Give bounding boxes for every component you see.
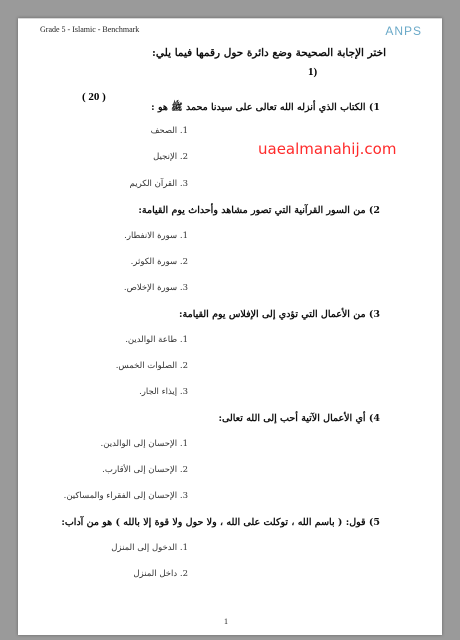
question-2-option-3[interactable]: 3. سورة الإخلاص.: [123, 283, 188, 293]
question-3-option-3[interactable]: 3. إيذاء الجار.: [139, 387, 188, 397]
document-page: [18, 18, 442, 635]
question-4-option-1[interactable]: 1. الإحسان إلى الوالدين.: [100, 439, 188, 449]
header-course-title: Grade 5 - Islamic - Benchmark: [40, 25, 140, 34]
question-5-option-2[interactable]: 2. داخل المنزل: [133, 569, 188, 579]
question-4-text: 4) أي الأعمال الآتية أحب إلى الله تعالى:: [218, 413, 380, 424]
page-number: 1: [224, 617, 228, 626]
question-3-text: 3) من الأعمال التي تؤدي إلى الإفلاس يوم القيامة:: [179, 309, 380, 320]
question-2-option-1[interactable]: 1. سورة الانفطار.: [124, 231, 188, 241]
question-1-text: 1) الكتاب الذي أنزله الله تعالى على سيدنا محمد ﷺ هو :: [151, 102, 380, 113]
question-2-option-2[interactable]: 2. سورة الكوثر.: [130, 257, 188, 267]
question-1-option-1[interactable]: 1. الصحف: [150, 126, 188, 136]
instruction-text: اختر الإجابة الصحيحة وضع دائرة حول رقمها فيما يلي:: [152, 47, 386, 59]
question-2-text: 2) من السور القرآنية التي تصور مشاهد وأحداث يوم القيامة:: [138, 205, 380, 216]
instruction-score: ( 20 ): [82, 91, 106, 103]
instruction-number: 1): [308, 66, 318, 78]
question-3-option-2[interactable]: 2. الصلوات الخمس.: [115, 361, 188, 371]
question-1-option-2[interactable]: 2. الإنجيل: [153, 152, 188, 162]
question-5-text: 5) قول: ( باسم الله ، توكلت على الله ، ولا حول ولا قوة إلا بالله ) هو من آداب:: [61, 517, 380, 528]
question-4-option-3[interactable]: 3. الإحسان إلى الفقراء والمساكين.: [63, 491, 188, 501]
question-4-option-2[interactable]: 2. الإحسان إلى الأقارب.: [102, 465, 188, 475]
question-1-option-3[interactable]: 3. القرآن الكريم: [129, 179, 188, 189]
watermark: uaealmanahij.com: [258, 140, 397, 158]
header-school-logo-text: ANPS: [385, 24, 422, 38]
question-3-option-1[interactable]: 1. طاعة الوالدين.: [125, 335, 188, 345]
question-5-option-1[interactable]: 1. الدخول إلى المنزل: [111, 543, 188, 553]
